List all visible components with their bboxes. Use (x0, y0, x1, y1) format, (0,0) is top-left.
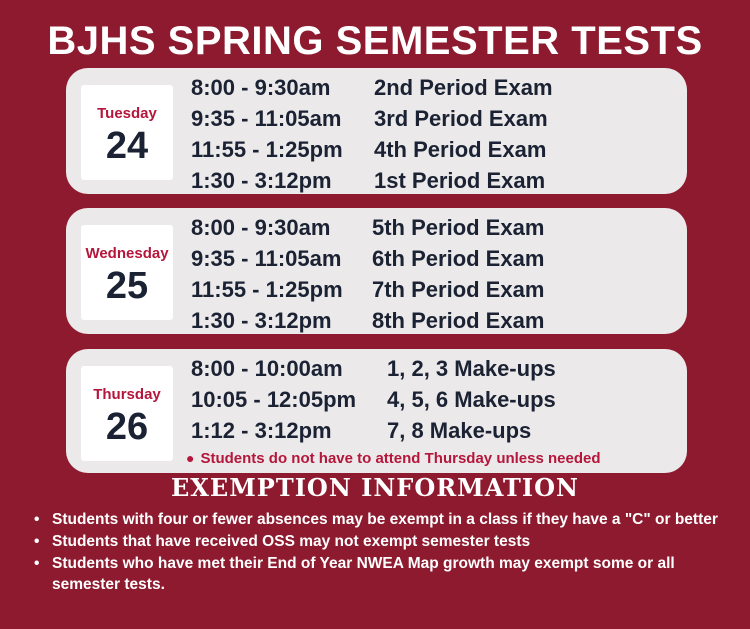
day-number: 24 (105, 125, 149, 167)
time-slot: 8:00 - 9:30am (191, 215, 331, 240)
list-item (32, 553, 732, 595)
time-slot: 1:12 - 3:12pm (191, 418, 332, 443)
exemption-item-text: Students who have met their End of Year NWEA Map growth may exempt some or all semester tests. (52, 555, 675, 593)
exemption-title: EXEMPTION INFORMATION (171, 473, 579, 502)
time-slot: 1:30 - 3:12pm (191, 168, 332, 193)
time-slot: 10:05 - 12:05pm (191, 387, 357, 412)
exam-name: 4, 5, 6 Make-ups (387, 387, 556, 412)
date-badge (81, 85, 173, 180)
bullet-icon: • (34, 555, 40, 572)
day-name: Thursday (93, 386, 161, 403)
exam-name: 3rd Period Exam (374, 106, 548, 131)
exam-name: 2nd Period Exam (374, 75, 553, 100)
exam-name: 5th Period Exam (372, 215, 545, 240)
day-card-thursday (66, 349, 687, 473)
time-slot: 8:00 - 10:00am (191, 356, 343, 381)
exemption-item-text: Students with four or fewer absences may be exempt in a class if they have a "C" or better (52, 511, 718, 528)
exemption-list (32, 509, 732, 596)
exam-name: 7th Period Exam (372, 277, 545, 302)
time-slot: 11:55 - 1:25pm (191, 137, 343, 162)
day-card-wednesday (66, 208, 687, 334)
day-number: 25 (105, 265, 149, 307)
bullet-icon: • (34, 511, 40, 528)
exam-name: 4th Period Exam (374, 137, 547, 162)
time-slot: 9:35 - 11:05am (191, 106, 342, 131)
exam-name: 8th Period Exam (372, 308, 545, 333)
note-text: Students do not have to attend Thursday unless needed (200, 450, 601, 467)
time-slot: 11:55 - 1:25pm (191, 277, 343, 302)
time-slot: 1:30 - 3:12pm (191, 308, 332, 333)
exam-name: 7, 8 Make-ups (387, 418, 532, 443)
time-slot: 9:35 - 11:05am (191, 246, 342, 271)
list-item (32, 531, 732, 552)
bullet-icon: ● (186, 450, 195, 466)
time-slot: 8:00 - 9:30am (191, 75, 331, 100)
exemption-item-text: Students that have received OSS may not exempt semester tests (52, 533, 531, 550)
date-badge (81, 366, 173, 461)
list-item (32, 509, 732, 530)
exam-name: 6th Period Exam (372, 246, 545, 271)
date-badge (81, 225, 173, 320)
day-card-tuesday (66, 68, 687, 194)
bullet-icon: • (34, 533, 40, 550)
page-title: BJHS SPRING SEMESTER TESTS (47, 19, 703, 63)
day-name: Tuesday (97, 105, 157, 122)
exam-name: 1, 2, 3 Make-ups (387, 356, 556, 381)
day-number: 26 (105, 406, 149, 448)
exam-name: 1st Period Exam (374, 168, 546, 193)
day-name: Wednesday (85, 245, 169, 262)
attendance-note (186, 450, 601, 467)
